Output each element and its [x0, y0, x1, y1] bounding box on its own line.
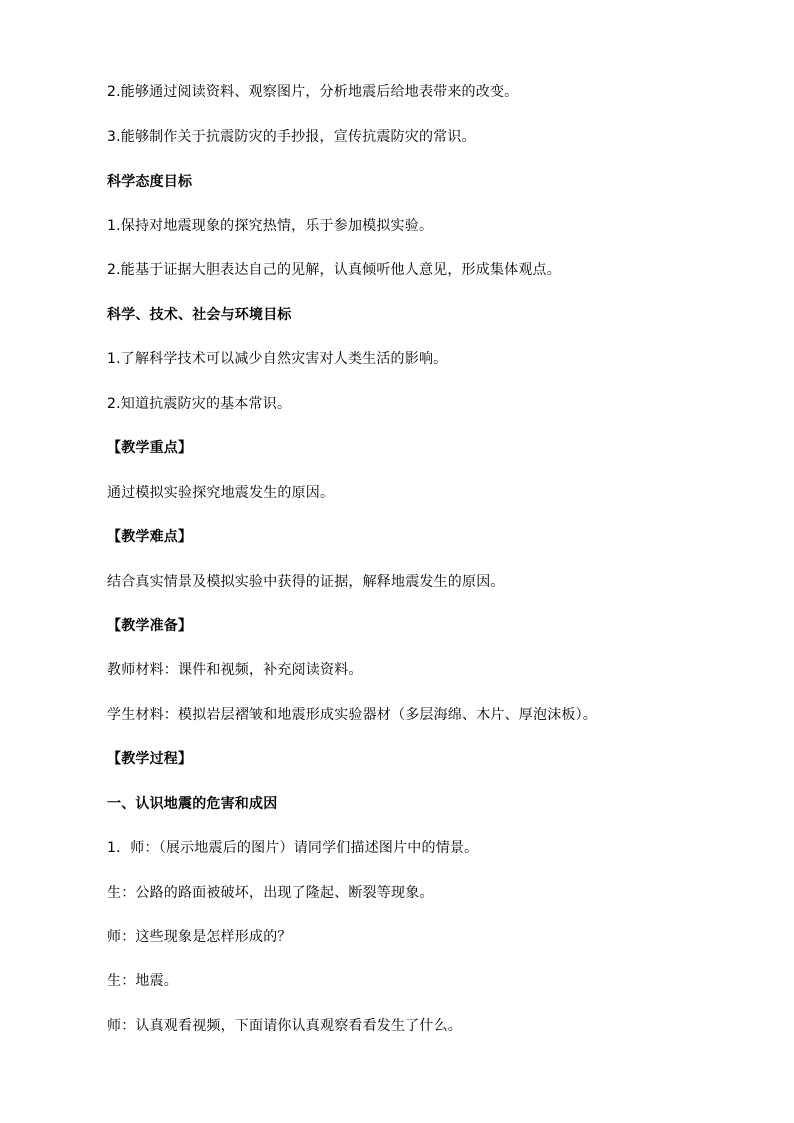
text-line: 学生材料：模拟岩层褶皱和地震形成实验器材（多层海绵、木片、厚泡沫板）。 [107, 707, 597, 723]
text-line: 1.保持对地震现象的探究热情，乐于参加模拟实验。 [107, 218, 434, 234]
text-line: 师：认真观看视频，下面请你认真观察看看发生了什么。 [107, 1018, 462, 1034]
section-heading: 【教学准备】 [107, 618, 193, 634]
section-heading: 一、认识地震的危害和成因 [107, 796, 278, 812]
section-heading: 【教学过程】 [107, 751, 193, 767]
text-line: 教师材料：课件和视频，补充阅读资料。 [107, 662, 363, 678]
text-line: 2.能够通过阅读资料、观察图片，分析地震后给地表带来的改变。 [107, 84, 519, 100]
text-line: 生：公路的路面被破坏，出现了隆起、断裂等现象。 [107, 885, 434, 901]
text-line: 3.能够制作关于抗震防灾的手抄报，宣传抗震防灾的常识。 [107, 129, 476, 145]
text-line: 1.了解科学技术可以减少自然灾害对人类生活的影响。 [107, 351, 448, 367]
text-line: 结合真实情景及模拟实验中获得的证据，解释地震发生的原因。 [107, 574, 505, 590]
section-heading: 【教学难点】 [107, 529, 193, 545]
section-heading: 科学态度目标 [107, 174, 193, 190]
text-line: 2.能基于证据大胆表达自己的见解，认真倾听他人意见，形成集体观点。 [107, 262, 561, 278]
section-heading: 科学、技术、社会与环境目标 [107, 307, 292, 323]
text-line: 2.知道抗震防灾的基本常识。 [107, 396, 292, 412]
text-line: 通过模拟实验探究地震发生的原因。 [107, 485, 335, 501]
section-heading: 【教学重点】 [107, 440, 193, 456]
text-line: 师：这些现象是怎样形成的？ [107, 929, 292, 945]
text-line: 1．师：（展示地震后的图片）请同学们描述图片中的情景。 [107, 840, 479, 856]
text-line: 生：地震。 [107, 973, 178, 989]
